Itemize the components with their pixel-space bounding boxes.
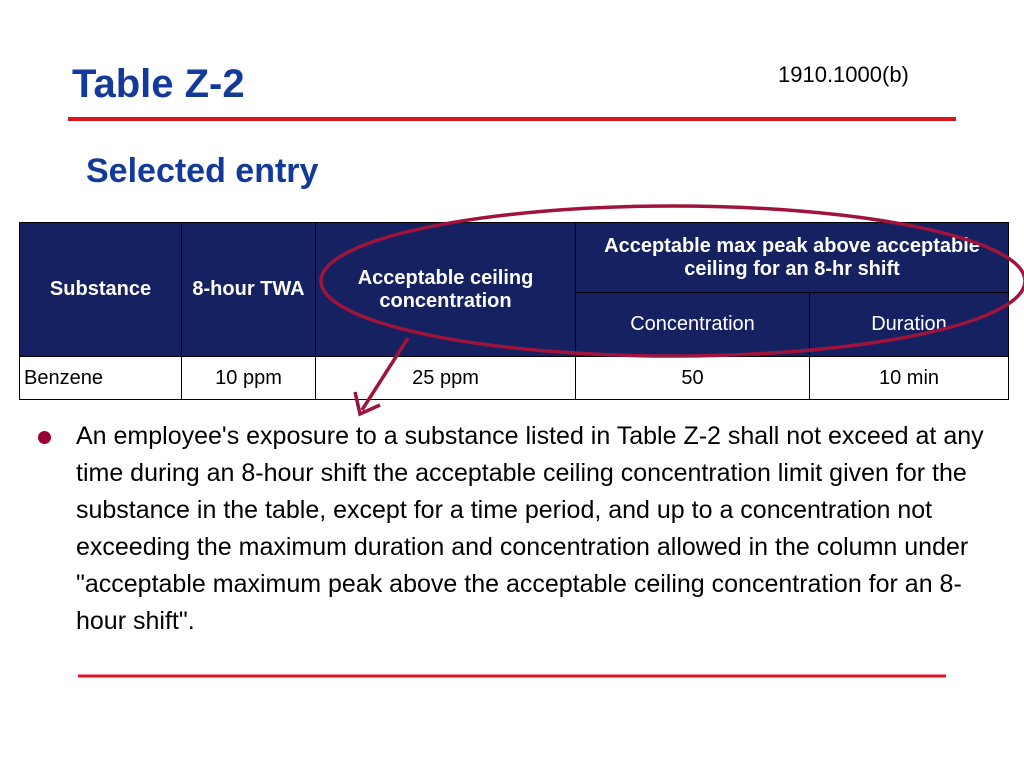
table-header-row	[20, 223, 1009, 293]
cell-substance: Benzene	[20, 357, 182, 400]
header-substance: Substance	[20, 223, 182, 357]
title-underline	[68, 117, 956, 121]
table-z2	[19, 222, 1009, 400]
bullet-dot-icon	[38, 431, 51, 444]
cell-ceiling: 25 ppm	[316, 357, 576, 400]
slide-title: Table Z-2	[72, 62, 245, 106]
header-max-peak-group: Acceptable max peak above acceptable ceiling for an 8-hr shift	[576, 223, 1009, 293]
cell-twa: 10 ppm	[182, 357, 316, 400]
bullet-text: An employee's exposure to a substance listed in Table Z-2 shall not exceed at any time during an 8-hour shift the acceptable ceiling concentration limit given for the substance in the table, except for a time period, and up to a concentration not exceeding the maximum duration and concentration allowed in the column under "acceptable maximum peak above the acceptable ceiling concentration for an 8-hour shift".	[76, 422, 984, 635]
header-acceptable-ceiling: Acceptable ceiling concentration	[316, 223, 576, 357]
header-peak-duration: Duration	[810, 293, 1009, 357]
header-8-hour-twa: 8-hour TWA	[182, 223, 316, 357]
cell-peak-concentration: 50	[576, 357, 810, 400]
table-row	[20, 357, 1009, 400]
header-peak-concentration: Concentration	[576, 293, 810, 357]
section-subtitle: Selected entry	[86, 152, 319, 190]
cell-peak-duration: 10 min	[810, 357, 1009, 400]
regulation-reference: 1910.1000(b)	[778, 62, 909, 87]
